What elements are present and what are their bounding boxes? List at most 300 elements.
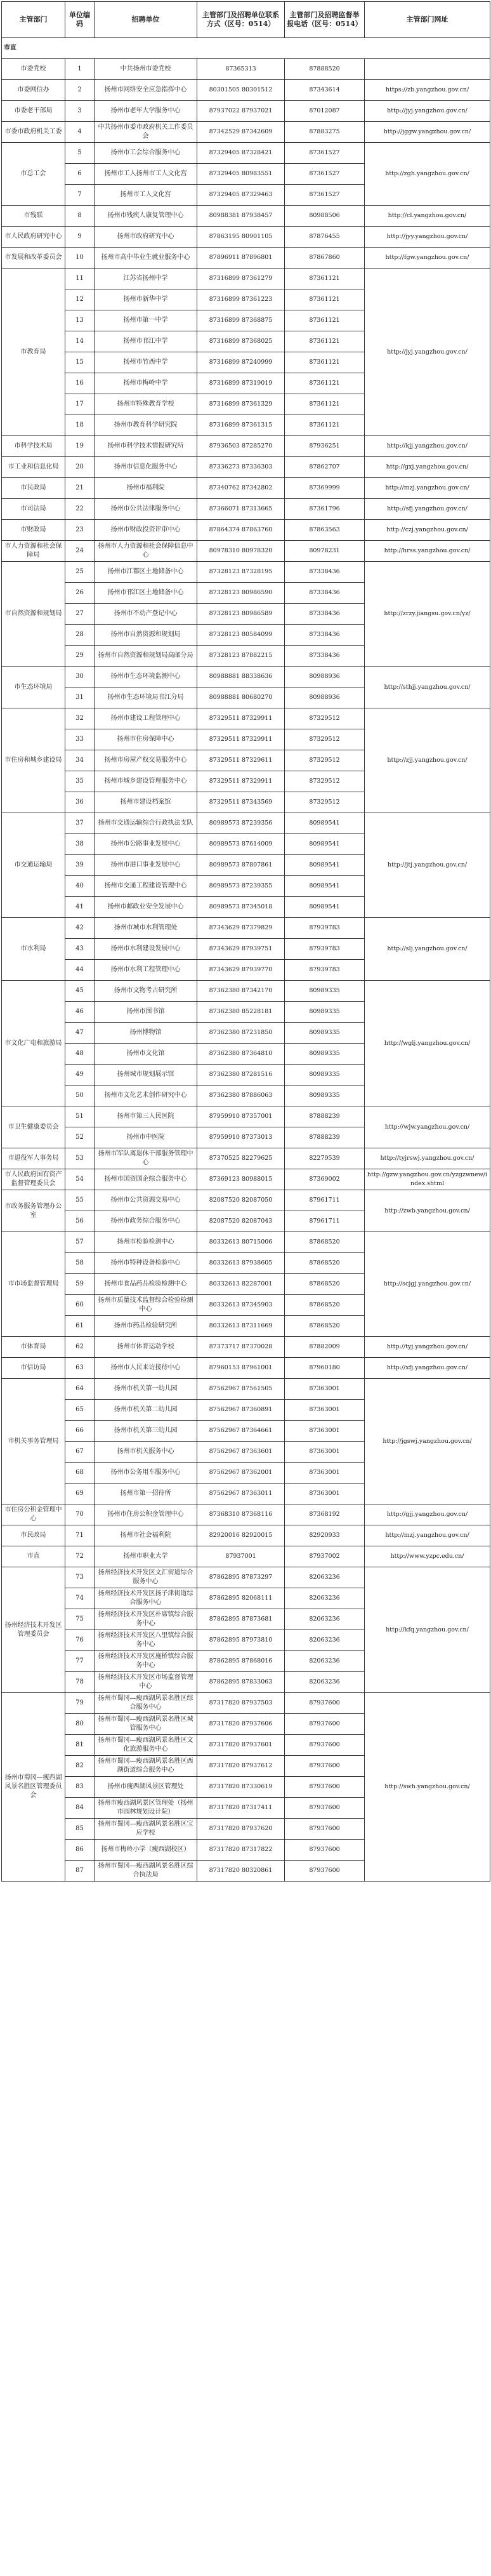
report-phone: 87862707 — [285, 457, 365, 478]
table-row — [2, 520, 490, 541]
unit-name: 扬州经济技术开发区八里镇综合服务中心 — [95, 1630, 197, 1651]
website-link[interactable]: http://slj.yangzhou.gov.cn/ — [365, 918, 490, 981]
contact-phone: 87328123 87882215 — [197, 646, 285, 667]
unit-name: 扬州市图书馆 — [95, 1002, 197, 1023]
contact-phone: 87562967 87363601 — [197, 1442, 285, 1463]
unit-code: 67 — [65, 1442, 95, 1463]
website-link[interactable]: http://gzw.yangzhou.gov.cn/yzgzwnew/index.shtml — [365, 1169, 490, 1190]
dept-cell: 市自然资源和规划局 — [2, 562, 65, 667]
contact-phone: 87562967 87362001 — [197, 1463, 285, 1484]
report-phone: 87937600 — [285, 1777, 365, 1798]
header-dept: 主管部门 — [2, 2, 65, 38]
unit-name: 扬州市公共资源交易中心 — [95, 1190, 197, 1211]
website-link[interactable]: http://jyj.yangzhou.gov.cn/ — [365, 269, 490, 436]
report-phone: 82279539 — [285, 1148, 365, 1169]
contact-phone: 87562967 87561505 — [197, 1379, 285, 1400]
contact-phone: 87864374 87863760 — [197, 520, 285, 541]
contact-phone: 87959910 87357001 — [197, 1106, 285, 1127]
contact-phone: 87936503 87285270 — [197, 436, 285, 457]
report-phone: 87937600 — [285, 1861, 365, 1882]
dept-cell: 市残联 — [2, 206, 65, 227]
website-link[interactable]: http://zjj.yangzhou.gov.cn/ — [365, 708, 490, 813]
report-phone: 87368192 — [285, 1504, 365, 1525]
report-phone: 80989541 — [285, 855, 365, 876]
unit-code: 49 — [65, 1065, 95, 1086]
report-phone: 82063236 — [285, 1609, 365, 1630]
unit-code: 81 — [65, 1735, 95, 1756]
unit-name: 扬州市文化馆 — [95, 1044, 197, 1065]
contact-phone: 87365313 — [197, 59, 285, 80]
website-link[interactable]: http://jggw.yangzhou.gov.cn/ — [365, 122, 490, 143]
contact-phone: 87317820 87937606 — [197, 1714, 285, 1735]
table-row — [2, 269, 490, 289]
report-phone: 82063236 — [285, 1651, 365, 1672]
report-phone: 87329512 — [285, 771, 365, 792]
contact-phone: 87316899 87361315 — [197, 415, 285, 436]
contact-phone: 87562967 87364661 — [197, 1421, 285, 1442]
unit-name: 扬州城市规划展示馆 — [95, 1065, 197, 1086]
website-link[interactable]: http://mzj.yangzhou.gov.cn/ — [365, 1525, 490, 1546]
contact-phone: 87362380 87364810 — [197, 1044, 285, 1065]
dept-cell: 市文化广电和旅游局 — [2, 981, 65, 1106]
website-link[interactable]: http://jyy.yangzhou.gov.cn/ — [365, 227, 490, 248]
unit-code: 71 — [65, 1525, 95, 1546]
website-link[interactable]: https://zb.yangzhou.gov.cn/ — [365, 80, 490, 101]
table-row — [2, 1546, 490, 1567]
website-link[interactable]: http://jgswj.yangzhou.gov.cn/ — [365, 1379, 490, 1504]
contact-phone: 82087520 82087050 — [197, 1190, 285, 1211]
dept-cell: 市委市政府机关工委 — [2, 122, 65, 143]
report-phone: 80989541 — [285, 813, 365, 834]
recruitment-table — [1, 1, 490, 1882]
unit-name: 扬州市蜀冈—瘦西湖风景名胜区城管服务中心 — [95, 1714, 197, 1735]
table-row — [2, 206, 490, 227]
report-phone: 80989541 — [285, 834, 365, 855]
unit-code: 40 — [65, 876, 95, 897]
unit-code: 43 — [65, 939, 95, 960]
unit-code: 75 — [65, 1609, 95, 1630]
contact-phone: 80332613 87345903 — [197, 1295, 285, 1316]
unit-name: 扬州市生态环境局邗江分局 — [95, 687, 197, 708]
website-link[interactable]: http://mzj.yangzhou.gov.cn/ — [365, 478, 490, 499]
contact-phone: 87368310 87368116 — [197, 1504, 285, 1525]
unit-name: 扬州市体育运动学校 — [95, 1337, 197, 1358]
unit-code: 64 — [65, 1379, 95, 1400]
contact-phone: 80332613 87311669 — [197, 1316, 285, 1337]
website-link[interactable]: http://tyj.yangzhou.gov.cn/ — [365, 1337, 490, 1358]
contact-phone: 87316899 87361223 — [197, 289, 285, 310]
unit-code: 76 — [65, 1630, 95, 1651]
unit-code: 54 — [65, 1169, 95, 1190]
contact-phone: 87362380 85228181 — [197, 1002, 285, 1023]
report-phone: 87888239 — [285, 1106, 365, 1127]
dept-cell: 市委网信办 — [2, 80, 65, 101]
contact-phone: 87959910 87373013 — [197, 1127, 285, 1148]
dept-cell: 市住房和城乡建设局 — [2, 708, 65, 813]
dept-cell: 市教育局 — [2, 269, 65, 436]
unit-code: 55 — [65, 1190, 95, 1211]
unit-code: 70 — [65, 1504, 95, 1525]
unit-name: 扬州市社会福利院 — [95, 1525, 197, 1546]
unit-name: 扬州市特种设备检验中心 — [95, 1253, 197, 1274]
dept-cell: 市卫生健康委员会 — [2, 1106, 65, 1148]
unit-name: 江苏省扬州中学 — [95, 269, 197, 289]
report-phone: 87868520 — [285, 1232, 365, 1253]
unit-name: 扬州市福利院 — [95, 478, 197, 499]
table-row — [2, 1190, 490, 1211]
unit-code: 1 — [65, 59, 95, 80]
unit-code: 83 — [65, 1777, 95, 1798]
unit-code: 69 — [65, 1484, 95, 1504]
unit-code: 50 — [65, 1086, 95, 1106]
website-link — [365, 59, 490, 80]
header-code: 单位编码 — [65, 2, 95, 38]
unit-name: 扬州市特殊教育学校 — [95, 394, 197, 415]
report-phone: 87937600 — [285, 1735, 365, 1756]
website-link[interactable]: http://kfq.yangzhou.gov.cn/ — [365, 1567, 490, 1693]
unit-name: 扬州市城市水利管理处 — [95, 918, 197, 939]
unit-name: 扬州市第三人民医院 — [95, 1106, 197, 1127]
unit-name: 扬州市蜀冈—瘦西湖风景名胜区综合执法局 — [95, 1861, 197, 1882]
dept-cell: 市住房公积金管理中心 — [2, 1504, 65, 1525]
table-row — [2, 122, 490, 143]
report-phone: 87329512 — [285, 750, 365, 771]
unit-name: 扬州市食品药品检验检测中心 — [95, 1274, 197, 1295]
contact-phone: 87316899 87361329 — [197, 394, 285, 415]
unit-code: 36 — [65, 792, 95, 813]
report-phone: 87868520 — [285, 1253, 365, 1274]
unit-name: 扬州市药品检验研究所 — [95, 1316, 197, 1337]
website-link[interactable]: http://zgh.yangzhou.gov.cn/ — [365, 143, 490, 206]
unit-name: 扬州市国资国企综合服务中心 — [95, 1169, 197, 1190]
unit-code: 66 — [65, 1421, 95, 1442]
unit-code: 87 — [65, 1861, 95, 1882]
contact-phone: 87316899 87368875 — [197, 310, 285, 331]
table-row — [2, 1148, 490, 1169]
website-link[interactable]: http://sthjj.yangzhou.gov.cn/ — [365, 667, 490, 708]
unit-code: 63 — [65, 1358, 95, 1379]
contact-phone: 87329405 80983551 — [197, 164, 285, 185]
unit-name: 扬州市教育科学研究院 — [95, 415, 197, 436]
unit-name: 扬州市残疾人康复管理中心 — [95, 206, 197, 227]
contact-phone: 87317820 80320861 — [197, 1861, 285, 1882]
report-phone: 87012087 — [285, 101, 365, 122]
report-phone: 87363001 — [285, 1442, 365, 1463]
dept-cell: 市政务服务管理办公室 — [2, 1190, 65, 1232]
unit-code: 8 — [65, 206, 95, 227]
contact-phone: 87343629 87379829 — [197, 918, 285, 939]
unit-name: 扬州市自然资源和规划局 — [95, 625, 197, 646]
unit-code: 12 — [65, 289, 95, 310]
table-row — [2, 981, 490, 1002]
contact-phone: 87316899 87240999 — [197, 352, 285, 373]
header-unit: 招聘单位 — [95, 2, 197, 38]
report-phone: 87361121 — [285, 289, 365, 310]
report-phone: 87329512 — [285, 708, 365, 729]
report-phone: 87868520 — [285, 1316, 365, 1337]
report-phone: 87867860 — [285, 248, 365, 269]
website-link[interactable]: http://jyj.yangzhou.gov.cn/ — [365, 101, 490, 122]
unit-name: 扬州市蜀冈—瘦西湖风景名胜区西湖街道综合服务中心 — [95, 1756, 197, 1777]
report-phone: 80989335 — [285, 981, 365, 1002]
report-phone: 87361121 — [285, 415, 365, 436]
website-link[interactable]: http://tyjrswj.yangzhou.gov.cn/ — [365, 1148, 490, 1169]
unit-code: 7 — [65, 185, 95, 206]
table-row — [2, 1693, 490, 1714]
website-link[interactable]: http://sfj.yangzhou.gov.cn/ — [365, 499, 490, 520]
unit-code: 21 — [65, 478, 95, 499]
table-row — [2, 918, 490, 939]
contact-phone: 80301505 80301512 — [197, 80, 285, 101]
contact-phone: 87862895 87873681 — [197, 1609, 285, 1630]
report-phone: 87868520 — [285, 1295, 365, 1316]
contact-phone: 87329511 87329911 — [197, 771, 285, 792]
unit-code: 29 — [65, 646, 95, 667]
dept-cell: 市司法局 — [2, 499, 65, 520]
dept-cell: 市退役军人事务局 — [2, 1148, 65, 1169]
unit-name: 扬州市建设档案馆 — [95, 792, 197, 813]
unit-code: 38 — [65, 834, 95, 855]
contact-phone: 87317820 87317411 — [197, 1798, 285, 1819]
unit-code: 60 — [65, 1295, 95, 1316]
website-link[interactable]: http://gxj.yangzhou.gov.cn/ — [365, 457, 490, 478]
contact-phone: 87373717 87370028 — [197, 1337, 285, 1358]
dept-cell: 市财政局 — [2, 520, 65, 541]
unit-code: 15 — [65, 352, 95, 373]
report-phone: 87361121 — [285, 373, 365, 394]
report-phone: 87936251 — [285, 436, 365, 457]
unit-name: 扬州经济技术开发区施桥镇综合服务中心 — [95, 1651, 197, 1672]
contact-phone: 87960153 87961001 — [197, 1358, 285, 1379]
unit-name: 扬州市文物考古研究所 — [95, 981, 197, 1002]
website-link[interactable]: http://www.yzpc.edu.cn/ — [365, 1546, 490, 1567]
unit-name: 扬州市科学技术情报研究所 — [95, 436, 197, 457]
unit-name: 扬州市高中毕业生就业服务中心 — [95, 248, 197, 269]
unit-code: 42 — [65, 918, 95, 939]
unit-code: 53 — [65, 1148, 95, 1169]
unit-name: 扬州市人力资源和社会保障信息中心 — [95, 541, 197, 562]
contact-phone: 87862895 87873297 — [197, 1567, 285, 1588]
table-row — [2, 80, 490, 101]
unit-name: 扬州市城乡建设管理服务中心 — [95, 771, 197, 792]
unit-code: 32 — [65, 708, 95, 729]
website-link[interactable]: http://zwb.yangzhou.gov.cn/ — [365, 1190, 490, 1232]
contact-phone: 87862895 87833063 — [197, 1672, 285, 1693]
contact-phone: 87329511 87329911 — [197, 729, 285, 750]
unit-code: 33 — [65, 729, 95, 750]
table-row — [2, 541, 490, 562]
report-phone: 87937600 — [285, 1714, 365, 1735]
contact-phone: 80988881 80680270 — [197, 687, 285, 708]
report-phone: 80989335 — [285, 1086, 365, 1106]
unit-code: 23 — [65, 520, 95, 541]
header-report: 主管部门及招聘监督举报电话（区号：0514） — [285, 2, 365, 38]
unit-code: 10 — [65, 248, 95, 269]
contact-phone: 80989573 87239355 — [197, 876, 285, 897]
unit-name: 扬州市文化艺术创作研究中心 — [95, 1086, 197, 1106]
unit-name: 扬州市中医院 — [95, 1127, 197, 1148]
website-link[interactable]: http://zrzy.jiangsu.gov.cn/yz/ — [365, 562, 490, 667]
unit-name: 扬州市邗江中学 — [95, 331, 197, 352]
unit-name: 扬州市质量技术监督综合检验检测中心 — [95, 1295, 197, 1316]
unit-code: 62 — [65, 1337, 95, 1358]
unit-name: 扬州市瘦西湖风景区管理处（扬州市园林规划设计院） — [95, 1798, 197, 1819]
dept-cell: 市委老干部局 — [2, 101, 65, 122]
unit-name: 扬州市竹西中学 — [95, 352, 197, 373]
contact-phone: 87329405 87329463 — [197, 185, 285, 206]
unit-name: 中共扬州市委市政府机关工作委员会 — [95, 122, 197, 143]
unit-name: 扬州市新华中学 — [95, 289, 197, 310]
dept-cell: 市信访局 — [2, 1358, 65, 1379]
contact-phone: 87317820 87937601 — [197, 1735, 285, 1756]
table-row — [2, 562, 490, 583]
report-phone: 87876455 — [285, 227, 365, 248]
website-link[interactable]: http://cl.yangzhou.gov.cn/ — [365, 206, 490, 227]
website-link[interactable]: http://kjj.yangzhou.gov.cn/ — [365, 436, 490, 457]
contact-phone: 87340762 87342802 — [197, 478, 285, 499]
report-phone: 87937600 — [285, 1693, 365, 1714]
report-phone: 82063236 — [285, 1588, 365, 1609]
report-phone: 80989541 — [285, 876, 365, 897]
table-row — [2, 813, 490, 834]
report-phone: 87361121 — [285, 269, 365, 289]
unit-code: 56 — [65, 1211, 95, 1232]
dept-cell: 市水利局 — [2, 918, 65, 981]
table-row — [2, 1379, 490, 1400]
report-phone: 80989335 — [285, 1065, 365, 1086]
report-phone: 87888239 — [285, 1127, 365, 1148]
report-phone: 87939783 — [285, 939, 365, 960]
report-phone: 80989541 — [285, 897, 365, 918]
unit-code: 74 — [65, 1588, 95, 1609]
unit-name: 扬州市机关第一幼儿园 — [95, 1379, 197, 1400]
report-phone: 87361121 — [285, 394, 365, 415]
unit-name: 扬州市公路事业发展中心 — [95, 834, 197, 855]
contact-phone: 87317820 87937620 — [197, 1819, 285, 1840]
table-row — [2, 143, 490, 164]
website-link[interactable]: http://scjgj.yangzhou.gov.cn/ — [365, 1232, 490, 1337]
dept-cell: 市体育局 — [2, 1337, 65, 1358]
unit-code: 19 — [65, 436, 95, 457]
unit-code: 9 — [65, 227, 95, 248]
report-phone: 87361121 — [285, 310, 365, 331]
unit-code: 34 — [65, 750, 95, 771]
report-phone: 80978231 — [285, 541, 365, 562]
report-phone: 87363001 — [285, 1421, 365, 1442]
report-phone: 80989335 — [285, 1023, 365, 1044]
report-phone: 87939783 — [285, 960, 365, 981]
unit-code: 57 — [65, 1232, 95, 1253]
unit-name: 扬州市职业大学 — [95, 1546, 197, 1567]
website-link[interactable]: http://gjj.yangzhou.gov.cn/ — [365, 1504, 490, 1525]
website-link[interactable]: http://wglj.yangzhou.gov.cn/ — [365, 981, 490, 1106]
unit-code: 46 — [65, 1002, 95, 1023]
contact-phone: 87362380 87231850 — [197, 1023, 285, 1044]
report-phone: 87338436 — [285, 625, 365, 646]
unit-name: 扬州经济技术开发区市场监督管理中心 — [95, 1672, 197, 1693]
website-link[interactable]: http://czj.yangzhou.gov.cn/ — [365, 520, 490, 541]
report-phone: 82063236 — [285, 1567, 365, 1588]
contact-phone: 87336273 87336303 — [197, 457, 285, 478]
unit-code: 30 — [65, 667, 95, 687]
dept-cell: 市工业和信息化局 — [2, 457, 65, 478]
unit-code: 86 — [65, 1840, 95, 1861]
table-row — [2, 1337, 490, 1358]
website-link[interactable]: http://xfj.yangzhou.gov.cn/ — [365, 1358, 490, 1379]
unit-name: 扬州市公务用车服务中心 — [95, 1463, 197, 1484]
contact-phone: 87342529 87342609 — [197, 122, 285, 143]
unit-name: 扬州市蜀冈—瘦西湖风景名胜区文化旅游服务中心 — [95, 1735, 197, 1756]
report-phone: 87939783 — [285, 918, 365, 939]
unit-code: 5 — [65, 143, 95, 164]
unit-code: 18 — [65, 415, 95, 436]
unit-code: 31 — [65, 687, 95, 708]
website-link[interactable]: http://jtj.yangzhou.gov.cn/ — [365, 813, 490, 918]
unit-name: 扬州市第一招待所 — [95, 1484, 197, 1504]
website-link[interactable]: http://swh.yangzhou.gov.cn/ — [365, 1693, 490, 1882]
unit-code: 77 — [65, 1651, 95, 1672]
report-phone: 80988506 — [285, 206, 365, 227]
contact-phone: 82920016 82920015 — [197, 1525, 285, 1546]
unit-code: 6 — [65, 164, 95, 185]
unit-code: 27 — [65, 604, 95, 625]
unit-name: 扬州市交通工程建设管理中心 — [95, 876, 197, 897]
contact-phone: 80989573 87345018 — [197, 897, 285, 918]
contact-phone: 87316899 87319019 — [197, 373, 285, 394]
contact-phone: 87362380 87342170 — [197, 981, 285, 1002]
unit-code: 16 — [65, 373, 95, 394]
unit-name: 扬州市检验检测中心 — [95, 1232, 197, 1253]
unit-name: 扬州市网络安全应急指挥中心 — [95, 80, 197, 101]
report-phone: 87937600 — [285, 1798, 365, 1819]
report-phone: 87937600 — [285, 1819, 365, 1840]
unit-code: 3 — [65, 101, 95, 122]
contact-phone: 80989573 87239356 — [197, 813, 285, 834]
unit-name: 扬州市梅岭小学（瘦西湖校区） — [95, 1840, 197, 1861]
website-link[interactable]: http://fgw.yangzhou.gov.cn/ — [365, 248, 490, 269]
unit-code: 20 — [65, 457, 95, 478]
report-phone: 87338436 — [285, 646, 365, 667]
report-phone: 82063236 — [285, 1630, 365, 1651]
dept-cell: 市民政局 — [2, 1525, 65, 1546]
unit-code: 68 — [65, 1463, 95, 1484]
website-link[interactable]: http://hrss.yangzhou.gov.cn/ — [365, 541, 490, 562]
contact-phone: 87562967 87363011 — [197, 1484, 285, 1504]
dept-cell: 市人民政府国有资产监督管理委员会 — [2, 1169, 65, 1190]
report-phone: 87361527 — [285, 164, 365, 185]
unit-name: 扬州市生态环境监测中心 — [95, 667, 197, 687]
website-link[interactable]: http://wjw.yangzhou.gov.cn/ — [365, 1106, 490, 1148]
table-row — [2, 1525, 490, 1546]
dept-cell: 市机关事务管理局 — [2, 1379, 65, 1504]
contact-phone: 87362380 87886063 — [197, 1086, 285, 1106]
contact-phone: 87937001 — [197, 1546, 285, 1567]
report-phone: 87937002 — [285, 1546, 365, 1567]
table-row — [2, 436, 490, 457]
unit-code: 45 — [65, 981, 95, 1002]
contact-phone: 87328123 80986589 — [197, 604, 285, 625]
section-row-top — [2, 38, 490, 59]
unit-code: 11 — [65, 269, 95, 289]
dept-cell: 市发展和改革委员会 — [2, 248, 65, 269]
section-label: 市直 — [2, 38, 490, 59]
unit-name: 扬州市军队离退休干部服务管理中心 — [95, 1148, 197, 1169]
unit-name: 扬州市房屋产权交易服务中心 — [95, 750, 197, 771]
contact-phone: 80988381 87938457 — [197, 206, 285, 227]
contact-phone: 87343629 87939751 — [197, 939, 285, 960]
unit-name: 扬州市住房公积金管理中心 — [95, 1504, 197, 1525]
unit-name: 扬州市工人文化宫 — [95, 185, 197, 206]
